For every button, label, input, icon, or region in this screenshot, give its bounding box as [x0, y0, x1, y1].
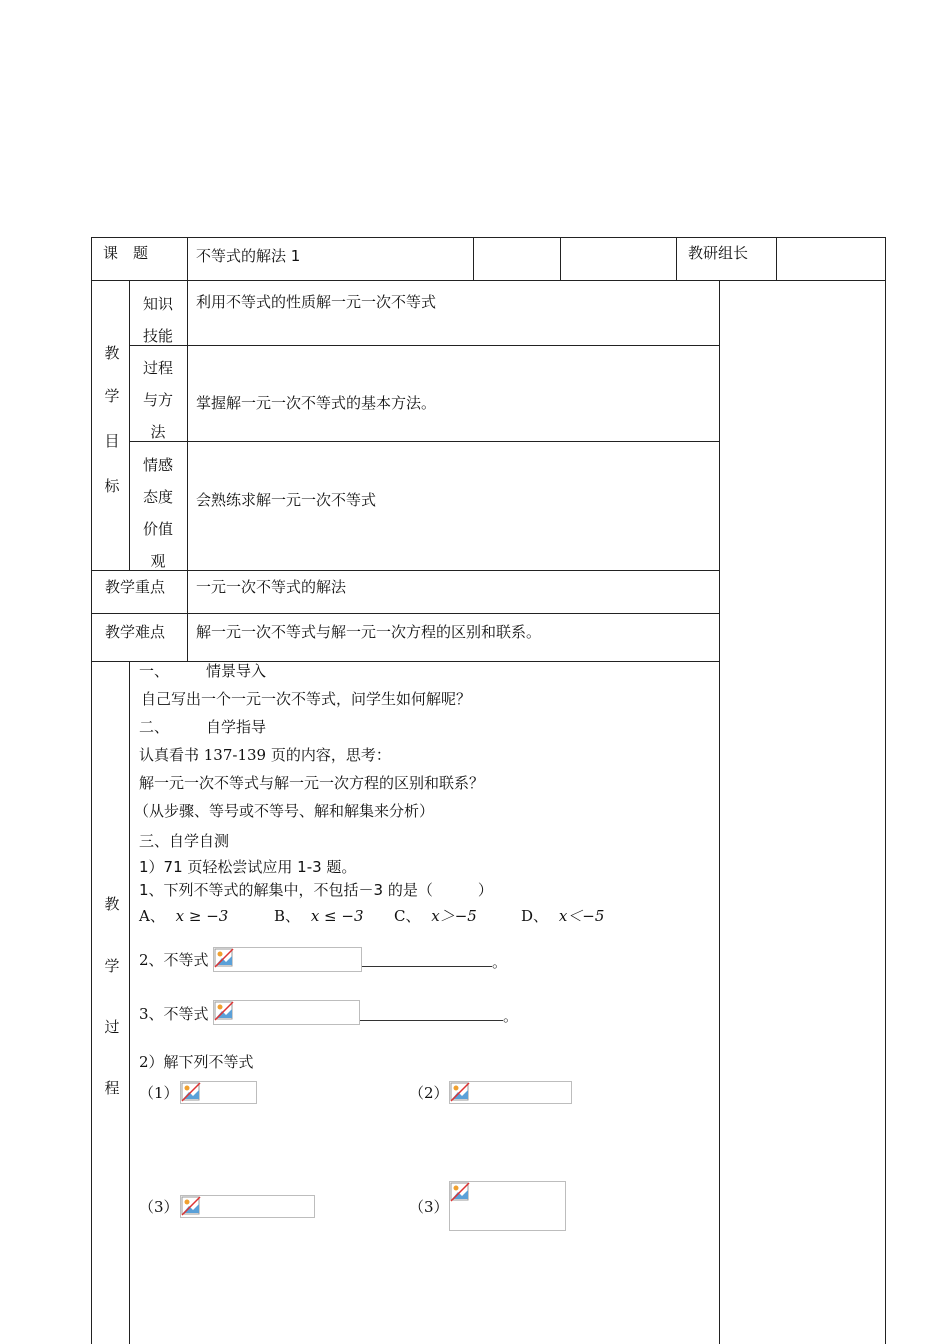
- question-2-prefix: 2、不等式: [139, 951, 209, 969]
- side-char: 目: [104, 432, 120, 450]
- row-text: 利用不等式的性质解一元一次不等式: [196, 293, 437, 311]
- row-label-line: 技能: [142, 327, 173, 345]
- option-letter: C、: [394, 907, 421, 925]
- row-label-line: 观: [150, 552, 166, 570]
- side-char: 学: [104, 957, 120, 975]
- row-label-line: 法: [150, 423, 166, 441]
- item-1-formula-image: [180, 1081, 257, 1104]
- section-2-text-1: 认真看书 137-139 页的内容，思考：: [139, 746, 391, 764]
- option-expr: x ≤ −3: [310, 907, 364, 925]
- item-3-formula-image: [180, 1195, 315, 1218]
- subject-label: 课 题: [103, 244, 149, 262]
- section-1-text: 自己写出一个一元一次不等式，问学生如何解呢？: [141, 690, 472, 708]
- row-label-line: 与方: [142, 391, 173, 409]
- side-char: 教: [104, 895, 120, 913]
- leader-label: 教研组长: [688, 244, 749, 262]
- option-expr: x ≥ −3: [175, 907, 229, 925]
- section-2-number: 二、: [139, 718, 170, 736]
- section-2-text-3: （从步骤、等号或不等号、解和解集来分析）: [134, 802, 435, 820]
- row-text: 掌握解一元一次不等式的基本方法。: [196, 394, 437, 412]
- section-1-title: 情景导入: [206, 662, 267, 680]
- difficulty-label: 教学难点: [105, 623, 166, 641]
- key-point-label: 教学重点: [105, 578, 166, 596]
- difficulty-text: 解一元一次不等式与解一元一次方程的区别和联系。: [196, 623, 542, 641]
- section-3-title: 三、自学自测: [139, 832, 230, 850]
- side-char: 教: [104, 344, 120, 362]
- side-char: 过: [104, 1018, 120, 1036]
- row-label-line: 过程: [142, 359, 173, 377]
- row-label-line: 知识: [142, 295, 173, 313]
- broken-image-icon: [214, 948, 234, 968]
- question-3-formula-image: [213, 1000, 360, 1025]
- option-letter: A、: [139, 907, 165, 925]
- question-3-end: 。: [503, 1007, 519, 1025]
- side-char: 标: [104, 477, 120, 495]
- side-char: 学: [104, 387, 120, 405]
- option-d: [521, 906, 604, 926]
- broken-image-icon: [450, 1082, 470, 1102]
- option-a: [139, 906, 228, 926]
- question-2-answer-blank[interactable]: [362, 950, 492, 967]
- broken-image-icon: [214, 1001, 234, 1021]
- item-1-label: （1）: [139, 1084, 179, 1102]
- item-2-label: （2）: [409, 1084, 449, 1102]
- item-4-label: （3）: [409, 1198, 449, 1216]
- section-2-title: 自学指导: [206, 718, 267, 736]
- section-3-subtitle: 1）71 页轻松尝试应用 1-3 题。: [139, 858, 357, 876]
- option-expr: x＜−5: [558, 907, 605, 925]
- broken-image-icon: [181, 1196, 201, 1216]
- option-letter: B、: [274, 907, 301, 925]
- question-3-answer-blank[interactable]: [360, 1004, 503, 1021]
- row-label-line: 态度: [142, 488, 173, 506]
- option-c: [394, 906, 477, 926]
- question-1: 1、下列不等式的解集中，不包括－3 的是（ ）: [139, 881, 493, 899]
- broken-image-icon: [181, 1082, 201, 1102]
- section-1-number: 一、: [139, 662, 170, 680]
- question-2-formula-image: [213, 947, 362, 972]
- section-2-text-2: 解一元一次不等式与解一元一次方程的区别和联系？: [139, 774, 485, 792]
- option-expr: x＞−5: [431, 907, 477, 925]
- option-b: [274, 906, 364, 926]
- row-label-line: 情感: [142, 456, 173, 474]
- question-2-end: 。: [492, 953, 508, 971]
- side-char: 程: [104, 1079, 120, 1097]
- part-2-title: 2）解下列不等式: [139, 1053, 254, 1071]
- item-4-formula-image: [449, 1181, 566, 1231]
- item-2-formula-image: [449, 1081, 572, 1104]
- row-text: 会熟练求解一元一次不等式: [196, 491, 377, 509]
- option-letter: D、: [521, 907, 549, 925]
- broken-image-icon: [450, 1182, 470, 1202]
- question-3-prefix: 3、不等式: [139, 1005, 209, 1023]
- row-label-line: 价值: [142, 520, 173, 538]
- item-3-label: （3）: [139, 1198, 179, 1216]
- key-point-text: 一元一次不等式的解法: [196, 578, 347, 596]
- subject-value: 不等式的解法 1: [196, 247, 301, 265]
